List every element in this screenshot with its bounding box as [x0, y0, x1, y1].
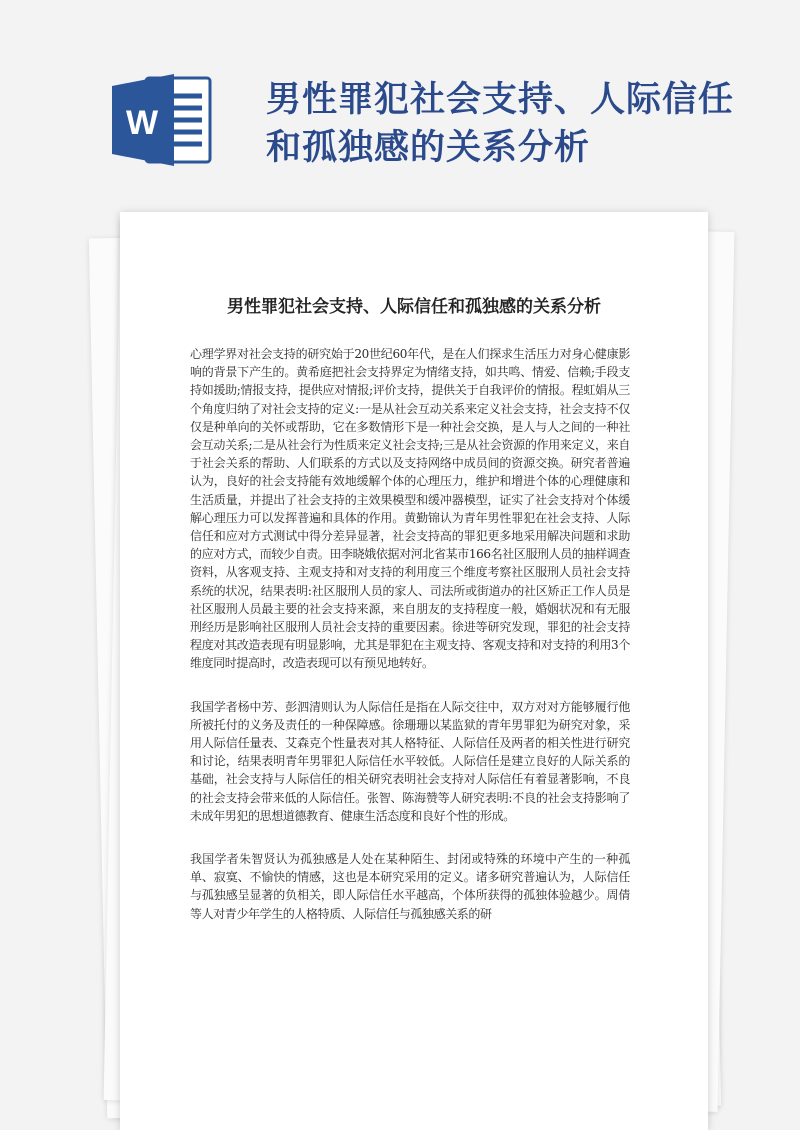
svg-text:W: W: [125, 104, 159, 142]
paragraph-interpersonal-trust: 我国学者杨中芳、彭泗清则认为人际信任是指在人际交往中，双方对对方能够履行他所被托付的义务及责任的一种保障感。徐珊珊以某监狱的青年男罪犯为研究对象，采用人际信任量表、艾森克个性量表对其人格特征、人际信任及两者的相关性进行研究和讨论，结果表明青年男罪犯人际信任水平较低。人际信任是建立良好的人际关系的基础，社会支持与人际信任的相关研究表明社会支持对人际信任有着显著影响，不良的社会支持会带来低的人际信任。张智、陈海赞等人研究表明:不良的社会支持影响了未成年男犯的思想道德教育、健康生活态度和良好个性的形成。: [190, 699, 630, 823]
paragraph-loneliness: 我国学者朱智贤认为孤独感是人处在某种陌生、封闭或特殊的环境中产生的一种孤单、寂寞、不愉快的情感，这也是本研究采用的定义。诸多研究普遍认为，人际信任与孤独感呈显著的负相关，即人际信任水平越高，个体所获得的孤独体验越少。周倩等人对青少年学生的人格特质、人际信任与孤独感关系的研: [190, 852, 630, 921]
banner-title-line-2: 和孤独感的关系分析: [266, 128, 591, 168]
banner: [0, 0, 800, 210]
banner-title: [266, 76, 766, 172]
paragraph-social-support: 心理学界对社会支持的研究始于20世纪60年代，是在人们探求生活压力对身心健康影响的背景下产生的。黄希庭把社会支持界定为情绪支持，如共鸣、情爱、信赖;手段支持如援助;情报支持，提供应对情报;评价支持，提供关于自我评价的情报。程虹娟从三个角度归纳了对社会支持的定义:一是从社会互动关系来定义社会支持，社会支持不仅仅是种单向的关怀或帮助，它在多数情形下是一种社会交换，是人与人之间的一种社会互动关系;二是从社会行为性质来定义社会支持;三是从社会资源的作用来定义，来自于社会关系的帮助、人们联系的方式以及支持网络中成员间的资源交换。研究者普遍认为，良好的社会支持能有效地缓解个体的心理压力，维护和增进个体的心理健康和生活质量，并提出了社会支持的主效果模型和缓冲器模型，证实了社会支持对个体缓解心理压力可以发挥普遍和具体的作用。黄勤锦认为青年男性罪犯在社会支持、人际信任和应对方式测试中得分差异显著，社会支持高的罪犯更多地采用解决问题和求助的应对方式，而较少自责。田李晓娥依据对河北省某市166名社区服刑人员的抽样调查资料，从客观支持、主观支持和对支持的利用度三个维度考察社区服刑人员社会支持系统的状况，结果表明:社区服刑人员的家人、司法所或街道办的社区矫正工作人员是社区服刑人员最主要的社会支持来源，来自朋友的支持程度一般，婚姻状况和有无服刑经历是影响社区服刑人员社会支持的重要因素。徐进等研究发现，罪犯的社会支持程度对其改造表现有明显影响，尤其是罪犯在主观支持、客观支持和对支持的利用3个维度同时提高时，改造表现可以有预见地转好。: [190, 347, 630, 671]
banner-title-line-1: 男性罪犯社会支持、人际信任: [266, 80, 735, 120]
document-page: [120, 212, 708, 1130]
document-body: [190, 345, 630, 948]
word-doc-icon: [112, 72, 214, 168]
document-title: 男性罪犯社会支持、人际信任和孤独感的关系分析: [227, 297, 601, 317]
